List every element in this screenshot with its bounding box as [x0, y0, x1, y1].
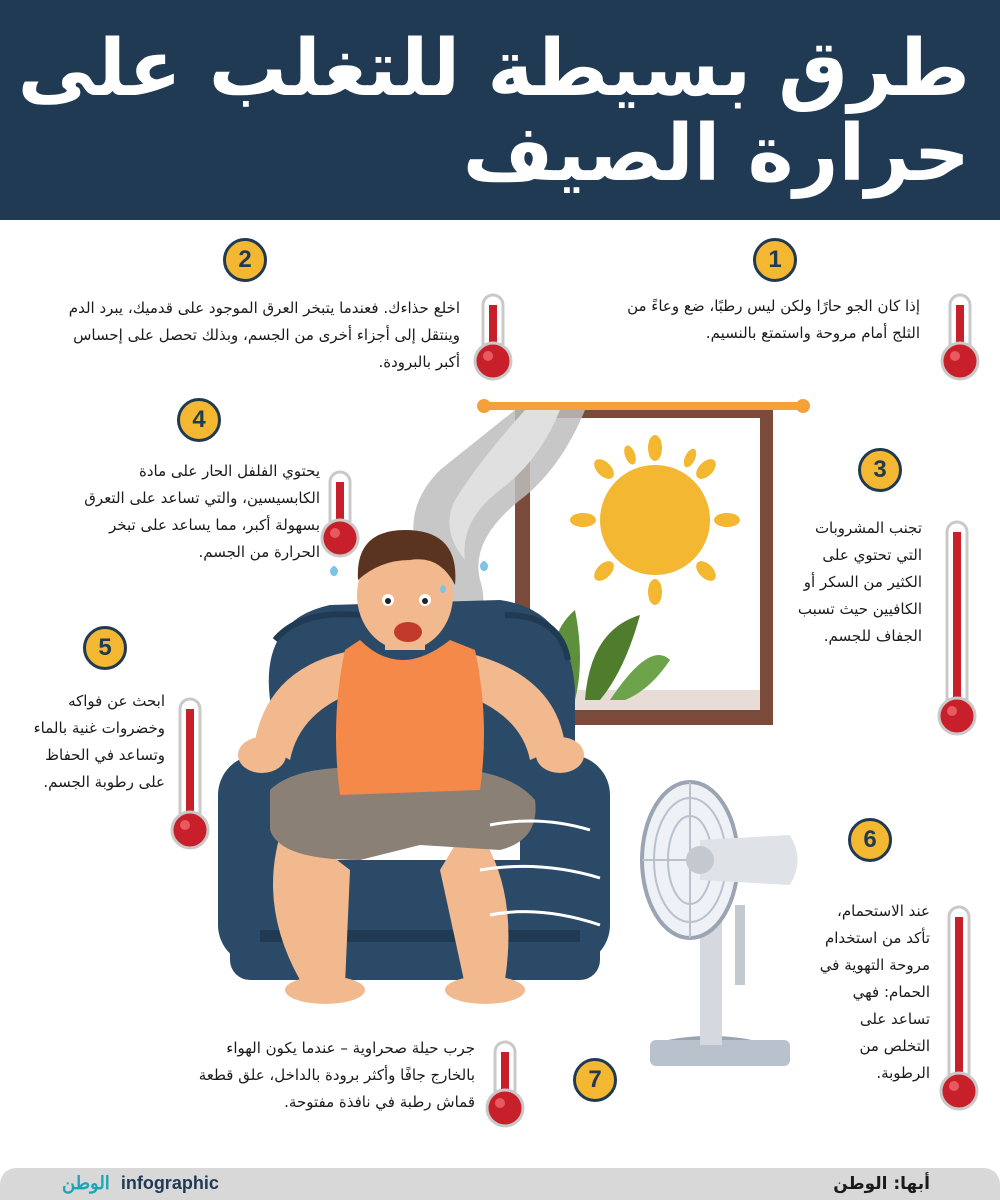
thermometer-icon	[483, 1040, 527, 1130]
tip-number-badge: 6	[848, 818, 892, 862]
tip-number-badge: 7	[573, 1058, 617, 1102]
tip-text-4: يحتوي الفلفل الحار على مادة الكابسيسين، والتي تساعد على التعرق بسهولة أكبر، مما يساعد على تبخر الحرارة من الجسم.	[84, 462, 320, 561]
tip-text-3: تجنب المشروبات التي تحتوي على الكثير من السكر أو الكافيين حيث تسبب الجفاف للجسم.	[797, 519, 922, 645]
tip-number-badge: 4	[177, 398, 221, 442]
tip-number-badge: 5	[83, 626, 127, 670]
tip-number-badge: 2	[223, 238, 267, 282]
tip-text-2: اخلع حذاءك. فعندما يتبخر العرق الموجود على قدميك، يبرد الدم وينتقل إلى أجزاء أخرى من الجسم، وبذلك تحصل على إحساس أكبر بالبرودة.	[68, 299, 460, 371]
tip-number-badge: 3	[858, 448, 902, 492]
footer-brand	[62, 1173, 219, 1194]
infographic-label: infographic	[120, 1173, 219, 1193]
tip-text-5: ابحث عن فواكه وخضروات غنية بالماء وتساعد في الحفاظ على رطوبة الجسم.	[33, 692, 165, 791]
tip-number-badge: 1	[753, 238, 797, 282]
alwatan-logo: الوطن	[62, 1173, 110, 1193]
tip-text-7: جرب حيلة صحراوية – عندما يكون الهواء بالخارج جافًا وأكثر برودة بالداخل، علق قطعة قماش رطبة في نافذة مفتوحة.	[198, 1039, 475, 1111]
tip-text-1: إذا كان الجو حارًا ولكن ليس رطبًا، ضع وعاءً من الثلج أمام مروحة واستمتع بالنسيم.	[627, 297, 920, 342]
thermometer-icon	[318, 470, 362, 560]
page-title-line-2: حرارة الصيف	[462, 109, 970, 199]
footer-source: أبها: الوطن	[833, 1174, 930, 1194]
thermometer-icon	[471, 293, 515, 383]
fan-icon	[642, 782, 798, 1066]
tip-text-6: عند الاستحمام، تأكد من استخدام مروحة التهوية في الحمام: فهي تساعد على التخلص من الرطوبة.	[819, 902, 930, 1082]
thermometer-icon	[938, 293, 982, 383]
thermometer-icon	[168, 697, 212, 852]
thermometer-icon	[937, 905, 981, 1115]
page-title-line-1: طرق بسيطة للتغلب على	[17, 24, 970, 114]
thermometer-icon	[935, 520, 979, 740]
